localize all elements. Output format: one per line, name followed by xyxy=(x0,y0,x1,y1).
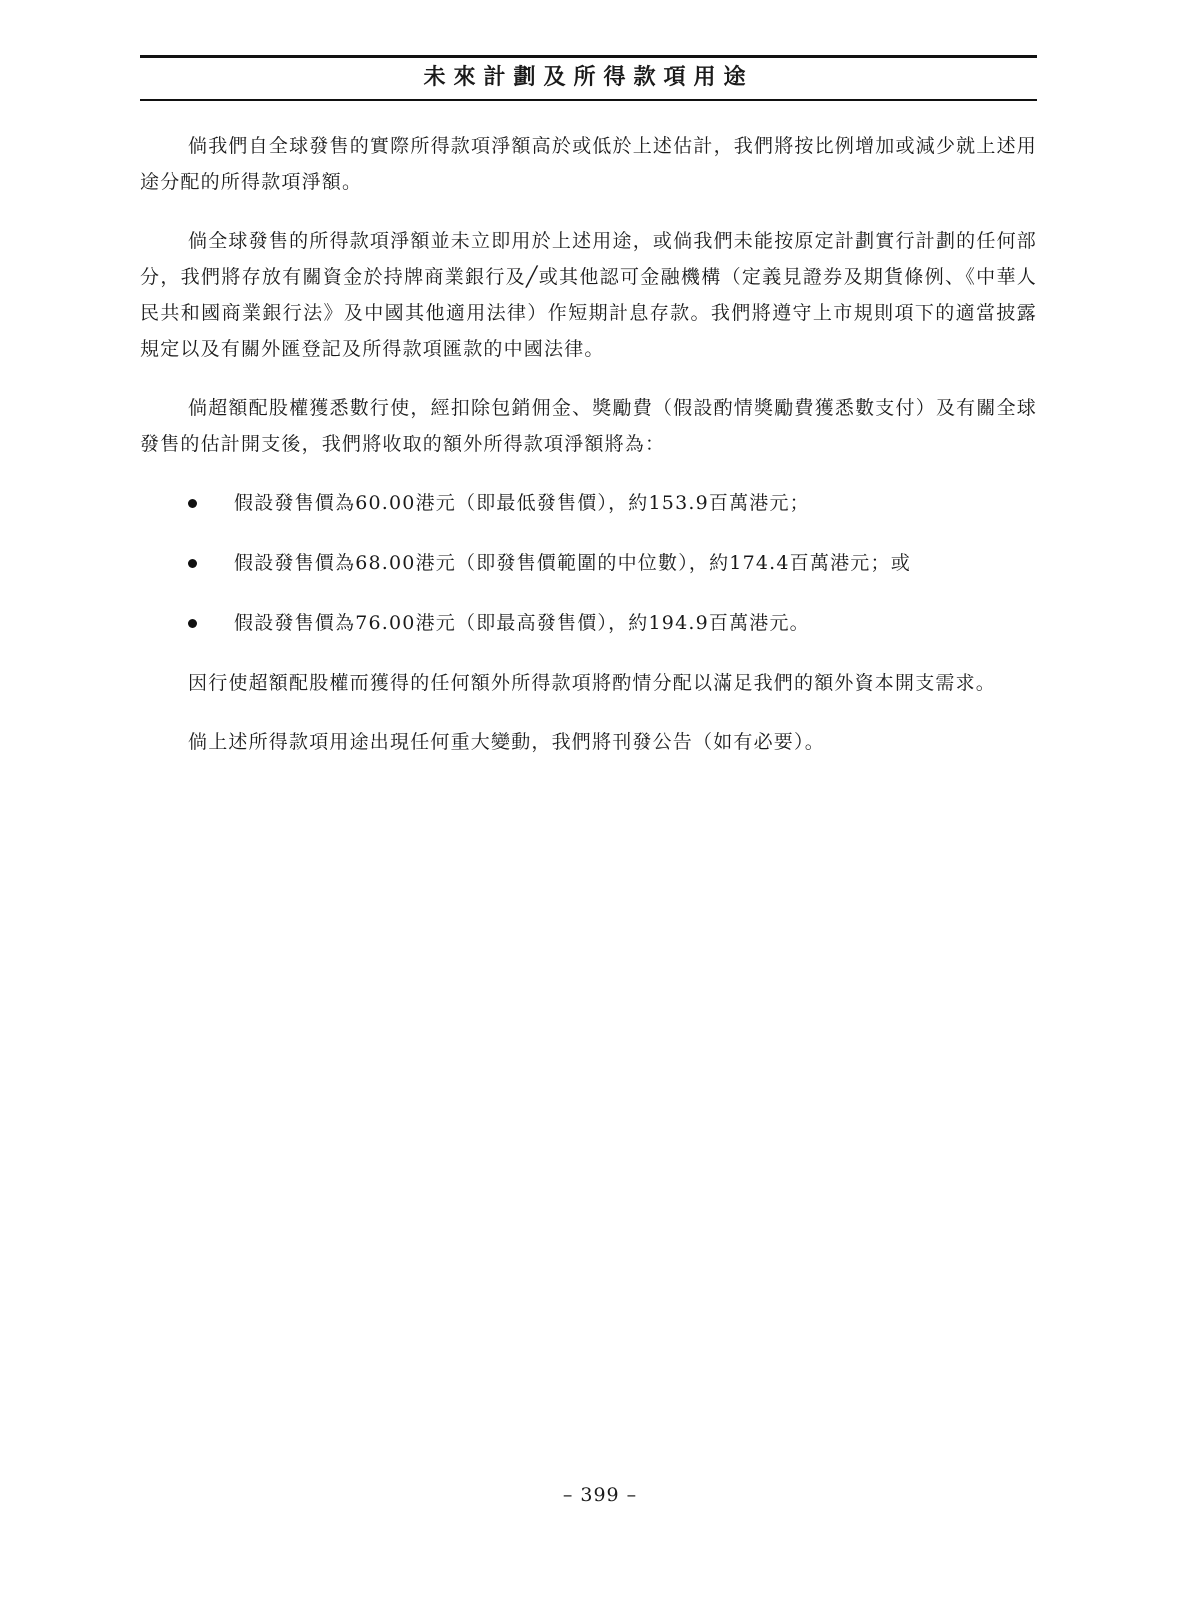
bullet-icon xyxy=(188,499,197,508)
document-body xyxy=(140,128,1037,783)
list-item-text: 假設發售價為60.00港元（即最低發售價），約153.9百萬港元； xyxy=(234,492,810,514)
section-title: 未來計劃及所得款項用途 xyxy=(423,64,754,90)
header-top-rule xyxy=(140,55,1037,58)
bullet-icon xyxy=(188,559,197,568)
list-item xyxy=(140,545,1037,581)
paragraph-over-allotment: 倘超額配股權獲悉數行使，經扣除包銷佣金、獎勵費（假設酌情獎勵費獲悉數支付）及有關全球發售的估計開支後，我們將收取的額外所得款項淨額將為： xyxy=(140,397,1037,455)
list-item-text: 假設發售價為76.00港元（即最高發售價），約194.9百萬港元。 xyxy=(234,612,810,634)
list-item-text: 假設發售價為68.00港元（即發售價範圍的中位數），約174.4百萬港元；或 xyxy=(234,552,911,574)
header-bottom-rule xyxy=(140,99,1037,101)
page-header xyxy=(140,55,1037,101)
paragraph-short-term-deposits: 倘全球發售的所得款項淨額並未立即用於上述用途，或倘我們未能按原定計劃實行計劃的任何部分，我們將存放有關資金於持牌商業銀行及╱或其他認可金融機構（定義見證券及期貨條例、《中華人民共和國商業銀行法》及中國其他適用法律）作短期計息存款。我們將遵守上市規則項下的適當披露規定以及有關外匯登記及所得款項匯款的中國法律。 xyxy=(140,230,1037,360)
paragraph-announcement: 倘上述所得款項用途出現任何重大變動，我們將刊發公告（如有必要）。 xyxy=(188,731,825,753)
paragraph-additional-capex: 因行使超額配股權而獲得的任何額外所得款項將酌情分配以滿足我們的額外資本開支需求。 xyxy=(188,672,997,694)
offer-price-list xyxy=(140,485,1037,641)
bullet-icon xyxy=(188,619,197,628)
list-item xyxy=(140,605,1037,641)
paragraph-proceeds-adjustment: 倘我們自全球發售的實際所得款項淨額高於或低於上述估計，我們將按比例增加或減少就上述用途分配的所得款項淨額。 xyxy=(140,135,1037,193)
list-item xyxy=(140,485,1037,521)
page-number: – 399 – xyxy=(562,1484,638,1506)
